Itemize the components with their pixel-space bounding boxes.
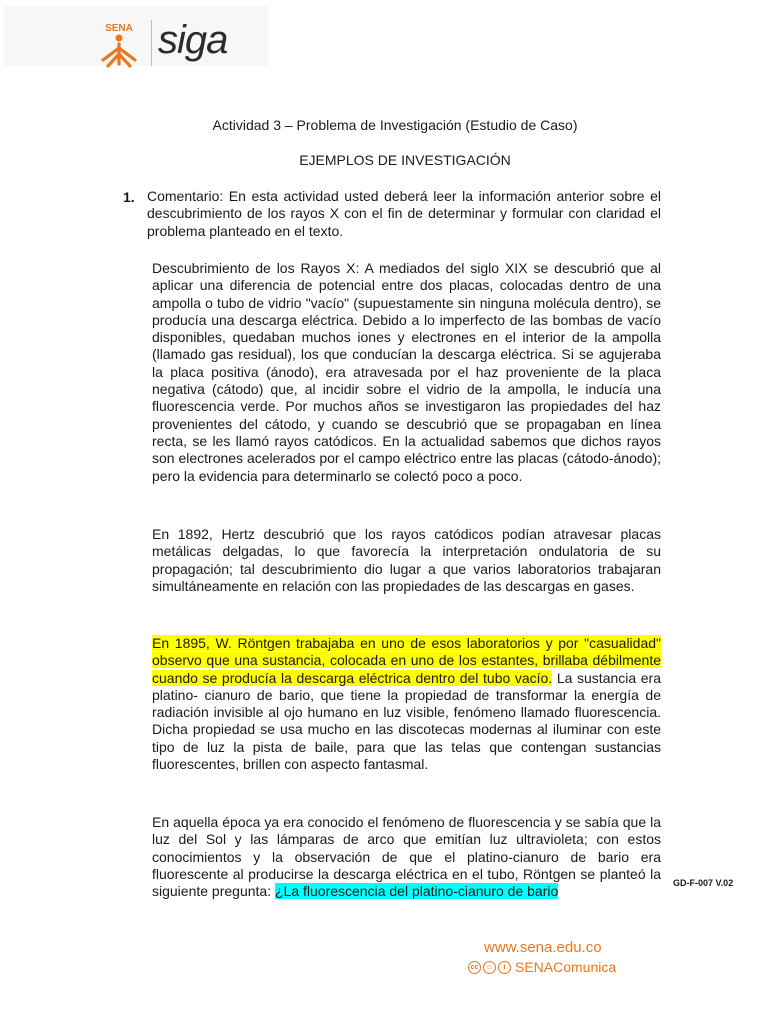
document-subtitle: EJEMPLOS DE INVESTIGACIÓN: [299, 152, 511, 168]
comment-paragraph: Comentario: En esta actividad usted deberá leer la información anterior sobre el descubrimiento de los rayos X con el fin de determinar y formular con claridad el problema planteado en el texto.: [147, 188, 661, 239]
list-item-number: 1.: [123, 189, 135, 205]
paragraph-text: En aquella época ya era conocido el fenómeno de fluorescencia y se sabía que la luz del Sol y las lámparas de arco que emitían luz ultravioleta; con estos conocimientos y la observación de que el platino-cianuro de bario era fluorescente al producirse la descarga eléctrica en el tubo, Röntgen se planteó la siguiente pregunta:: [152, 814, 661, 900]
footer-social: [468, 958, 616, 976]
document-title: Actividad 3 – Problema de Investigación (Estudio de Caso): [212, 117, 578, 133]
form-code: GD-F-007 V.02: [673, 878, 734, 888]
creative-commons-icon: cc: [468, 961, 481, 974]
sena-logo: [92, 18, 146, 68]
paragraph-rayos-x: Descubrimiento de los Rayos X: A mediados del siglo XIX se descubrió que al aplicar una diferencia de potencial entre dos placas, colocadas dentro de una ampolla o tubo de vidrio "vacío" (supuestamente sin ninguna molécula dentro), se producía una descarga eléctrica. Debido a lo imperfecto de las bombas de vacío disponibles, quedaban muchos iones y electrones en el interior de la ampolla (llamado gas residual), los que conducían la descarga eléctrica. Si se agujeraba la placa positiva (ánodo), era atravesada por el haz proveniente de la placa negativa (cátodo) que, al incidir sobre el vidrio de la ampolla, le inducía una fluorescencia verde. Por muchos años se investigaron las propiedades del haz provenientes del cátodo, y cuando se descubrió que se propagaban en línea recta, se les llamó rayos catódicos. En la actualidad sabemos que dichos rayos son electrones acelerados por el campo eléctrico entre las placas (cátodo-ánodo); pero la evidencia para determinarlo se colectó poco a poco.: [152, 260, 661, 484]
highlighted-question: ¿La fluorescencia del platino-cianuro de bario: [274, 883, 559, 900]
info-icon: i: [498, 961, 511, 974]
attribution-icon: ☺: [483, 961, 496, 974]
sena-logo-text: SENA: [105, 23, 133, 34]
paragraph-rontgen: [152, 635, 661, 773]
paragraph-fluorescencia: [152, 814, 661, 900]
footer-website: www.sena.edu.co: [484, 939, 602, 956]
logo-divider: [151, 20, 152, 66]
siga-logo: siga: [158, 18, 228, 62]
paragraph-text: La sustancia era platino- cianuro de bario, que tiene la propiedad de transformar la energía de radiación invisible al ojo humano en luz visible, fenómeno llamado fluorescencia. Dicha propiedad se usa mucho en las discotecas modernas al iluminar con este tipo de luz la pista de baile, para que las telas que contengan sustancias fluorescentes, brillen con aspecto fantasmal.: [152, 669, 661, 773]
paragraph-hertz: En 1892, Hertz descubrió que los rayos catódicos podían atravesar placas metálicas delgadas, lo que favorecía la interpretación ondulatoria de su propagación; tal descubrimiento dio lugar a que varios laboratorios trabajaran simultáneamente en relación con las propiedades de las descargas en gases.: [152, 526, 661, 594]
social-handle: SENAComunica: [515, 959, 617, 975]
highlighted-text: En 1895, W. Röntgen trabajaba en uno de esos laboratorios y por "casualidad" observo que una sustancia, colocada en uno de los estantes, brillaba débilmente cuando se producía la descarga eléctrica dentro del tubo vacío.: [152, 635, 661, 686]
